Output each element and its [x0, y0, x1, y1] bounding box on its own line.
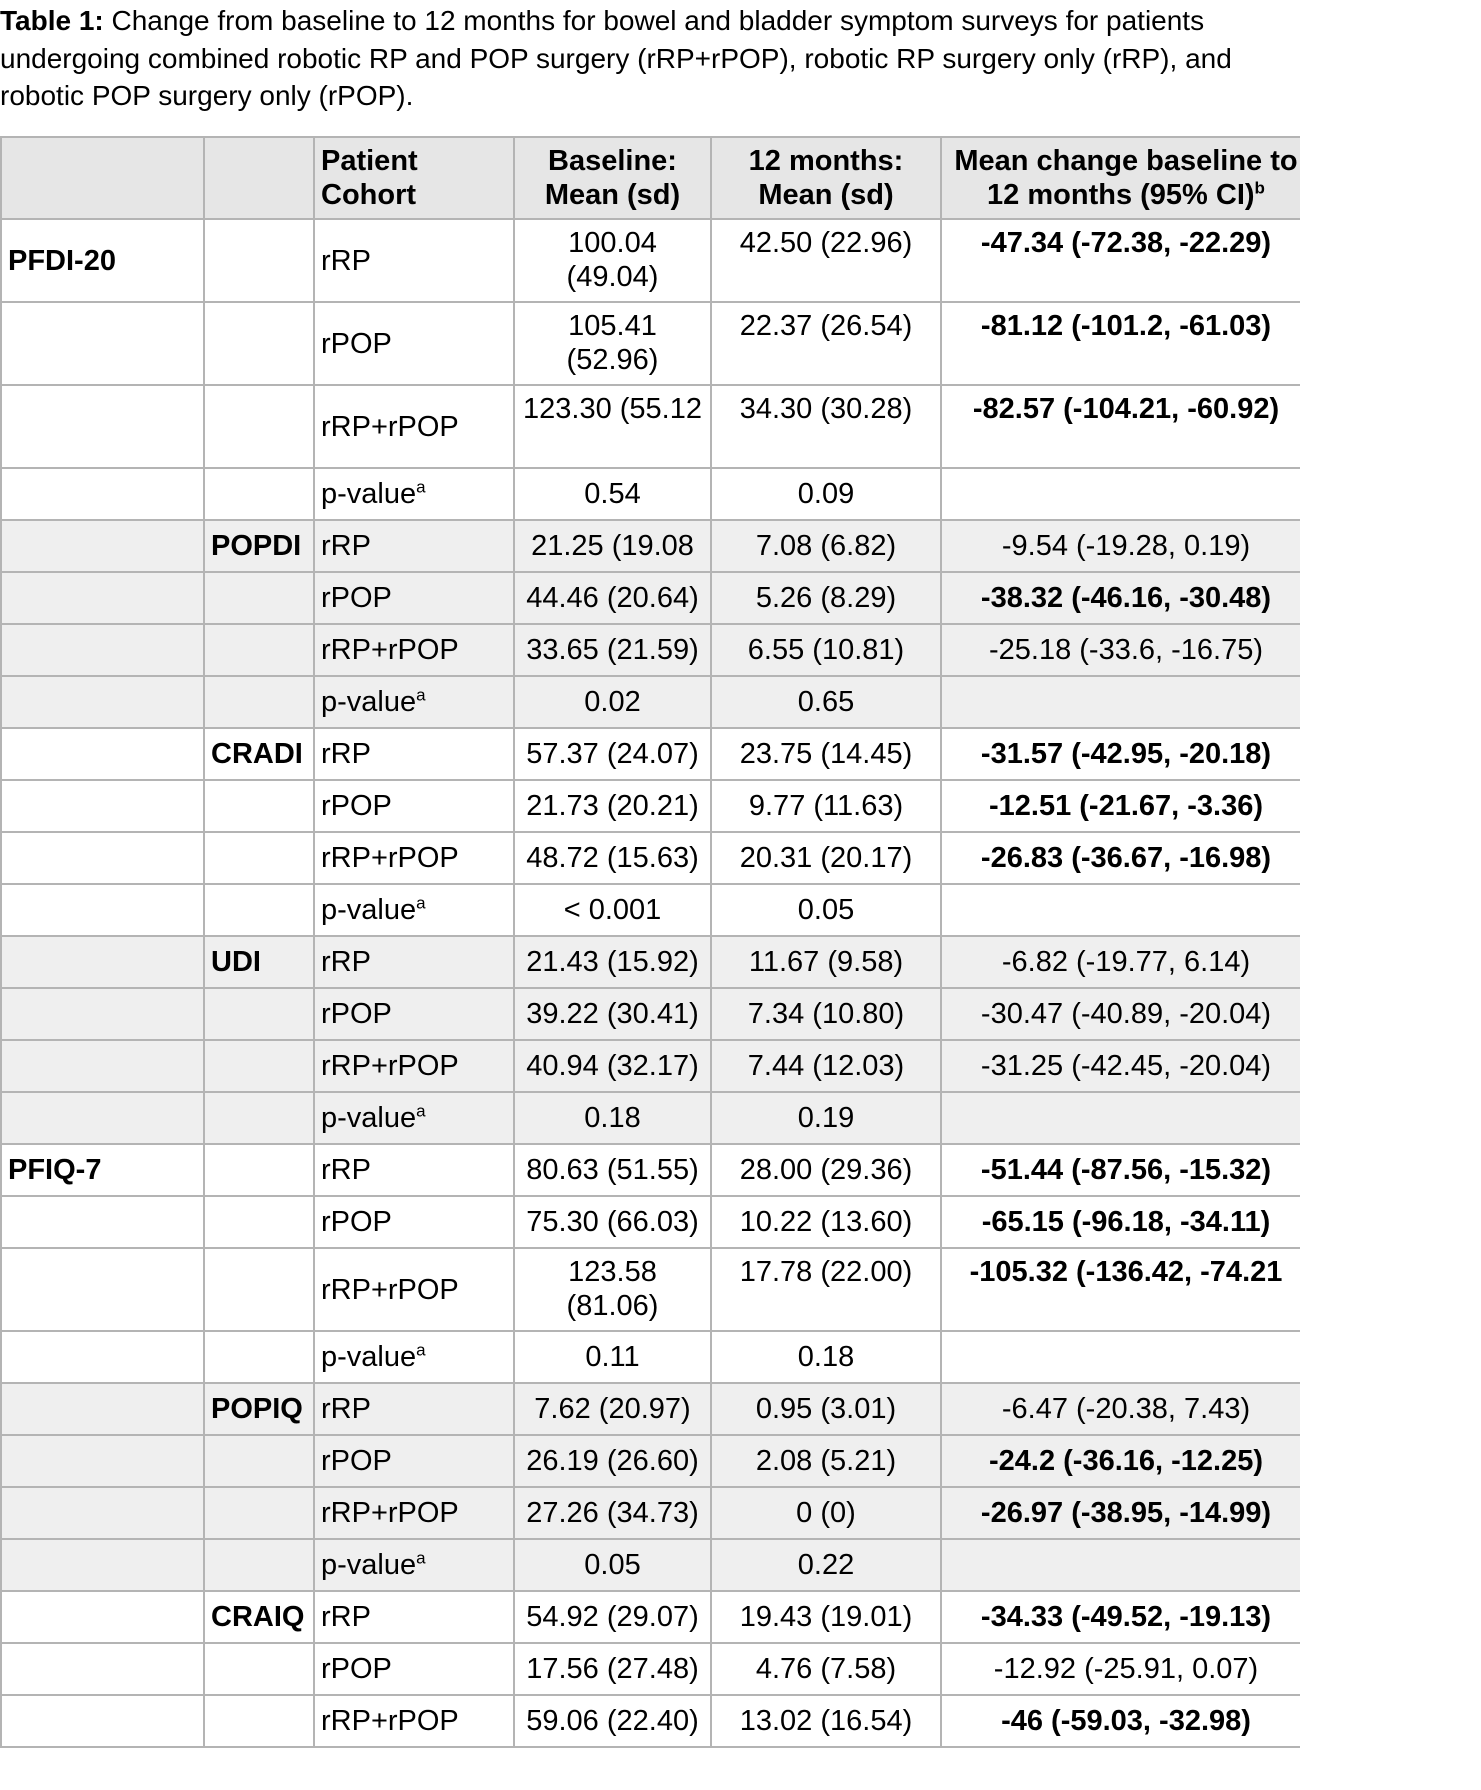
scale-cell	[1, 780, 204, 832]
scale-cell	[1, 1539, 204, 1591]
scale-cell	[1, 1435, 204, 1487]
mean-change-cell: -81.12 (-101.2, -61.03)	[941, 302, 1300, 385]
12-month-cell: 0 (0)	[711, 1487, 941, 1539]
scale-cell	[1, 302, 204, 385]
cohort-cell	[314, 884, 514, 936]
baseline-cell: 59.06 (22.40)	[514, 1695, 711, 1747]
12-month-cell: 11.67 (9.58)	[711, 936, 941, 988]
subscale-cell	[204, 832, 314, 884]
subscale-cell: POPIQ	[204, 1383, 314, 1435]
table-row	[1, 832, 1300, 884]
12-month-cell: 34.30 (30.28)	[711, 385, 941, 468]
mean-change-cell	[941, 884, 1300, 936]
table-row	[1, 1144, 1300, 1196]
header-12-months: 12 months: Mean (sd)	[711, 137, 941, 219]
cohort-cell	[314, 1040, 514, 1092]
cohort-label: rPOP	[321, 790, 392, 822]
mean-change-cell: -34.33 (-49.52, -19.13)	[941, 1591, 1300, 1643]
cohort-cell	[314, 1248, 514, 1331]
cohort-label: rRP	[321, 1601, 371, 1633]
p-value-sup: a	[416, 1101, 426, 1121]
table-row	[1, 1695, 1300, 1747]
mean-change-cell	[941, 676, 1300, 728]
12-month-cell: 0.22	[711, 1539, 941, 1591]
mean-change-cell: -24.2 (-36.16, -12.25)	[941, 1435, 1300, 1487]
mean-change-cell: -46 (-59.03, -32.98)	[941, 1695, 1300, 1747]
baseline-cell: 100.04 (49.04)	[514, 219, 711, 302]
12-month-cell: 9.77 (11.63)	[711, 780, 941, 832]
cohort-cell	[314, 385, 514, 468]
baseline-cell: 21.25 (19.08	[514, 520, 711, 572]
baseline-cell: 39.22 (30.41)	[514, 988, 711, 1040]
scale-cell	[1, 832, 204, 884]
scale-cell	[1, 468, 204, 520]
subscale-cell	[204, 1144, 314, 1196]
header-cohort: Patient Cohort	[314, 137, 514, 219]
scale-cell	[1, 728, 204, 780]
mean-change-cell: -51.44 (-87.56, -15.32)	[941, 1144, 1300, 1196]
scale-cell	[1, 572, 204, 624]
p-value-row	[1, 676, 1300, 728]
table-row	[1, 1487, 1300, 1539]
baseline-cell: 0.11	[514, 1331, 711, 1383]
scale-cell	[1, 1196, 204, 1248]
cohort-label: rRP	[321, 946, 371, 978]
12-month-cell: 22.37 (26.54)	[711, 302, 941, 385]
cohort-cell	[314, 624, 514, 676]
12-month-cell: 17.78 (22.00)	[711, 1248, 941, 1331]
cohort-label: p-value	[321, 478, 417, 510]
header-mean-change	[941, 137, 1300, 219]
mean-change-cell: -6.82 (-19.77, 6.14)	[941, 936, 1300, 988]
mean-change-cell: -12.51 (-21.67, -3.36)	[941, 780, 1300, 832]
subscale-cell	[204, 302, 314, 385]
mean-change-cell: -12.92 (-25.91, 0.07)	[941, 1643, 1300, 1695]
scale-cell	[1, 1487, 204, 1539]
subscale-cell	[204, 1695, 314, 1747]
scale-cell	[1, 385, 204, 468]
scale-cell	[1, 1040, 204, 1092]
subscale-cell	[204, 1040, 314, 1092]
table-row	[1, 780, 1300, 832]
baseline-cell: 123.58 (81.06)	[514, 1248, 711, 1331]
p-value-sup: a	[416, 893, 426, 913]
caption-text: Change from baseline to 12 months for bowel and bladder symptom surveys for patients undergoing combined robotic RP and POP surgery (rRP+rPOP), robotic RP surgery only (rRP), and robotic POP surgery only (rPOP).	[0, 5, 1232, 111]
p-value-sup: a	[416, 477, 426, 497]
p-value-row	[1, 1331, 1300, 1383]
subscale-cell	[204, 1331, 314, 1383]
baseline-cell: 40.94 (32.17)	[514, 1040, 711, 1092]
mean-change-cell: -105.32 (-136.42, -74.21	[941, 1248, 1300, 1331]
table-row	[1, 1383, 1300, 1435]
table-row	[1, 520, 1300, 572]
cohort-label: p-value	[321, 1102, 417, 1134]
header-scale	[1, 137, 204, 219]
12-month-cell: 7.08 (6.82)	[711, 520, 941, 572]
baseline-cell: 80.63 (51.55)	[514, 1144, 711, 1196]
scale-cell	[1, 1383, 204, 1435]
12-month-cell: 13.02 (16.54)	[711, 1695, 941, 1747]
subscale-cell	[204, 219, 314, 302]
12-month-cell: 4.76 (7.58)	[711, 1643, 941, 1695]
subscale-cell	[204, 1435, 314, 1487]
12-month-cell: 5.26 (8.29)	[711, 572, 941, 624]
header-row	[1, 137, 1300, 219]
scale-cell	[1, 1248, 204, 1331]
subscale-cell	[204, 572, 314, 624]
cohort-cell	[314, 1487, 514, 1539]
mean-change-cell: -65.15 (-96.18, -34.11)	[941, 1196, 1300, 1248]
table-row	[1, 1591, 1300, 1643]
mean-change-cell	[941, 468, 1300, 520]
12-month-cell: 19.43 (19.01)	[711, 1591, 941, 1643]
p-value-sup: a	[416, 685, 426, 705]
table-row	[1, 1248, 1300, 1331]
cohort-cell	[314, 1643, 514, 1695]
12-month-cell: 0.09	[711, 468, 941, 520]
scale-cell: PFIQ-7	[1, 1144, 204, 1196]
subscale-cell: CRAIQ	[204, 1591, 314, 1643]
cohort-cell	[314, 676, 514, 728]
mean-change-cell: -26.97 (-38.95, -14.99)	[941, 1487, 1300, 1539]
mean-change-cell: -31.25 (-42.45, -20.04)	[941, 1040, 1300, 1092]
cohort-label: rPOP	[321, 327, 392, 360]
12-month-cell: 0.65	[711, 676, 941, 728]
subscale-cell	[204, 385, 314, 468]
12-month-cell: 0.05	[711, 884, 941, 936]
mean-change-cell: -31.57 (-42.95, -20.18)	[941, 728, 1300, 780]
mean-change-cell	[941, 1331, 1300, 1383]
cohort-cell	[314, 1196, 514, 1248]
table-row	[1, 936, 1300, 988]
p-value-sup: a	[416, 1340, 426, 1360]
12-month-cell: 10.22 (13.60)	[711, 1196, 941, 1248]
cohort-label: rRP	[321, 738, 371, 770]
cohort-cell	[314, 936, 514, 988]
table-row	[1, 385, 1300, 468]
scale-cell	[1, 884, 204, 936]
table-row	[1, 302, 1300, 385]
header-mean-change-sup: b	[1254, 178, 1265, 198]
subscale-cell	[204, 780, 314, 832]
12-month-cell: 42.50 (22.96)	[711, 219, 941, 302]
cohort-label: rPOP	[321, 998, 392, 1030]
12-month-cell: 0.18	[711, 1331, 941, 1383]
12-month-cell: 2.08 (5.21)	[711, 1435, 941, 1487]
cohort-label: rRP+rPOP	[321, 1705, 459, 1737]
cohort-cell	[314, 1331, 514, 1383]
baseline-cell: 57.37 (24.07)	[514, 728, 711, 780]
cohort-label: rPOP	[321, 1653, 392, 1685]
baseline-cell: 7.62 (20.97)	[514, 1383, 711, 1435]
scale-cell	[1, 1331, 204, 1383]
cohort-label: rRP	[321, 530, 371, 562]
scale-cell	[1, 1591, 204, 1643]
cohort-label: rRP+rPOP	[321, 410, 459, 443]
baseline-cell: 0.05	[514, 1539, 711, 1591]
p-value-row	[1, 1539, 1300, 1591]
baseline-cell: 48.72 (15.63)	[514, 832, 711, 884]
scale-cell	[1, 936, 204, 988]
mean-change-cell: -82.57 (-104.21, -60.92)	[941, 385, 1300, 468]
mean-change-cell: -26.83 (-36.67, -16.98)	[941, 832, 1300, 884]
cohort-cell	[314, 219, 514, 302]
cohort-label: p-value	[321, 686, 417, 718]
cohort-label: rRP+rPOP	[321, 1050, 459, 1082]
12-month-cell: 28.00 (29.36)	[711, 1144, 941, 1196]
cohort-cell	[314, 988, 514, 1040]
baseline-cell: 75.30 (66.03)	[514, 1196, 711, 1248]
cohort-label: rRP	[321, 1154, 371, 1186]
baseline-cell: 21.73 (20.21)	[514, 780, 711, 832]
cohort-label: rRP	[321, 1393, 371, 1425]
header-mean-change-text: Mean change baseline to 12 months (95% CI)	[954, 145, 1298, 211]
12-month-cell: 0.95 (3.01)	[711, 1383, 941, 1435]
cohort-cell	[314, 1695, 514, 1747]
mean-change-cell: -9.54 (-19.28, 0.19)	[941, 520, 1300, 572]
cohort-label: rRP	[321, 244, 371, 277]
table-row	[1, 219, 1300, 302]
table-body	[1, 219, 1300, 1747]
scale-cell	[1, 624, 204, 676]
12-month-cell: 6.55 (10.81)	[711, 624, 941, 676]
cohort-label: rRP+rPOP	[321, 634, 459, 666]
baseline-cell: < 0.001	[514, 884, 711, 936]
mean-change-cell: -30.47 (-40.89, -20.04)	[941, 988, 1300, 1040]
cohort-cell	[314, 1383, 514, 1435]
mean-change-cell: -6.47 (-20.38, 7.43)	[941, 1383, 1300, 1435]
mean-change-cell: -25.18 (-33.6, -16.75)	[941, 624, 1300, 676]
table-caption	[0, 2, 1260, 115]
subscale-cell	[204, 1643, 314, 1695]
12-month-cell: 0.19	[711, 1092, 941, 1144]
cohort-cell	[314, 1144, 514, 1196]
scale-cell: PFDI-20	[1, 219, 204, 302]
subscale-cell	[204, 1539, 314, 1591]
subscale-cell	[204, 988, 314, 1040]
cohort-label: rPOP	[321, 1206, 392, 1238]
p-value-sup: a	[416, 1548, 426, 1568]
mean-change-cell	[941, 1092, 1300, 1144]
subscale-cell	[204, 624, 314, 676]
cohort-cell	[314, 832, 514, 884]
cohort-cell	[314, 572, 514, 624]
cohort-cell	[314, 1092, 514, 1144]
table-row	[1, 728, 1300, 780]
subscale-cell	[204, 1092, 314, 1144]
table-row	[1, 1435, 1300, 1487]
cohort-label: rRP+rPOP	[321, 1497, 459, 1529]
mean-change-cell: -38.32 (-46.16, -30.48)	[941, 572, 1300, 624]
p-value-row	[1, 468, 1300, 520]
cohort-label: rPOP	[321, 582, 392, 614]
baseline-cell: 0.02	[514, 676, 711, 728]
scale-cell	[1, 520, 204, 572]
baseline-cell: 33.65 (21.59)	[514, 624, 711, 676]
baseline-cell: 0.18	[514, 1092, 711, 1144]
table-row	[1, 572, 1300, 624]
cohort-cell	[314, 1539, 514, 1591]
cohort-label: p-value	[321, 894, 417, 926]
cohort-cell	[314, 468, 514, 520]
subscale-cell	[204, 884, 314, 936]
scale-cell	[1, 676, 204, 728]
scale-cell	[1, 1643, 204, 1695]
baseline-cell: 123.30 (55.12	[514, 385, 711, 468]
mean-change-cell	[941, 1539, 1300, 1591]
baseline-cell: 0.54	[514, 468, 711, 520]
table-row	[1, 624, 1300, 676]
subscale-cell	[204, 676, 314, 728]
cohort-cell	[314, 780, 514, 832]
cohort-label: rRP+rPOP	[321, 1273, 459, 1306]
mean-change-cell: -47.34 (-72.38, -22.29)	[941, 219, 1300, 302]
cohort-cell	[314, 1435, 514, 1487]
12-month-cell: 23.75 (14.45)	[711, 728, 941, 780]
p-value-row	[1, 884, 1300, 936]
12-month-cell: 7.44 (12.03)	[711, 1040, 941, 1092]
header-baseline: Baseline: Mean (sd)	[514, 137, 711, 219]
cohort-label: p-value	[321, 1549, 417, 1581]
subscale-cell	[204, 1196, 314, 1248]
cohort-label: rPOP	[321, 1445, 392, 1477]
results-table-container	[0, 136, 1300, 1748]
subscale-cell: POPDI	[204, 520, 314, 572]
table-row	[1, 988, 1300, 1040]
table-row	[1, 1196, 1300, 1248]
baseline-cell: 54.92 (29.07)	[514, 1591, 711, 1643]
scale-cell	[1, 988, 204, 1040]
p-value-row	[1, 1092, 1300, 1144]
scale-cell	[1, 1092, 204, 1144]
baseline-cell: 26.19 (26.60)	[514, 1435, 711, 1487]
table-row	[1, 1643, 1300, 1695]
subscale-cell	[204, 468, 314, 520]
caption-label: Table 1:	[0, 5, 104, 36]
cohort-cell	[314, 728, 514, 780]
subscale-cell	[204, 1248, 314, 1331]
cohort-label: rRP+rPOP	[321, 842, 459, 874]
table-row	[1, 1040, 1300, 1092]
baseline-cell: 105.41 (52.96)	[514, 302, 711, 385]
baseline-cell: 21.43 (15.92)	[514, 936, 711, 988]
baseline-cell: 44.46 (20.64)	[514, 572, 711, 624]
subscale-cell: CRADI	[204, 728, 314, 780]
baseline-cell: 17.56 (27.48)	[514, 1643, 711, 1695]
header-subscale	[204, 137, 314, 219]
12-month-cell: 20.31 (20.17)	[711, 832, 941, 884]
12-month-cell: 7.34 (10.80)	[711, 988, 941, 1040]
cohort-cell	[314, 520, 514, 572]
cohort-cell	[314, 302, 514, 385]
baseline-cell: 27.26 (34.73)	[514, 1487, 711, 1539]
cohort-label: p-value	[321, 1341, 417, 1373]
results-table	[0, 136, 1300, 1748]
subscale-cell: UDI	[204, 936, 314, 988]
cohort-cell	[314, 1591, 514, 1643]
subscale-cell	[204, 1487, 314, 1539]
scale-cell	[1, 1695, 204, 1747]
